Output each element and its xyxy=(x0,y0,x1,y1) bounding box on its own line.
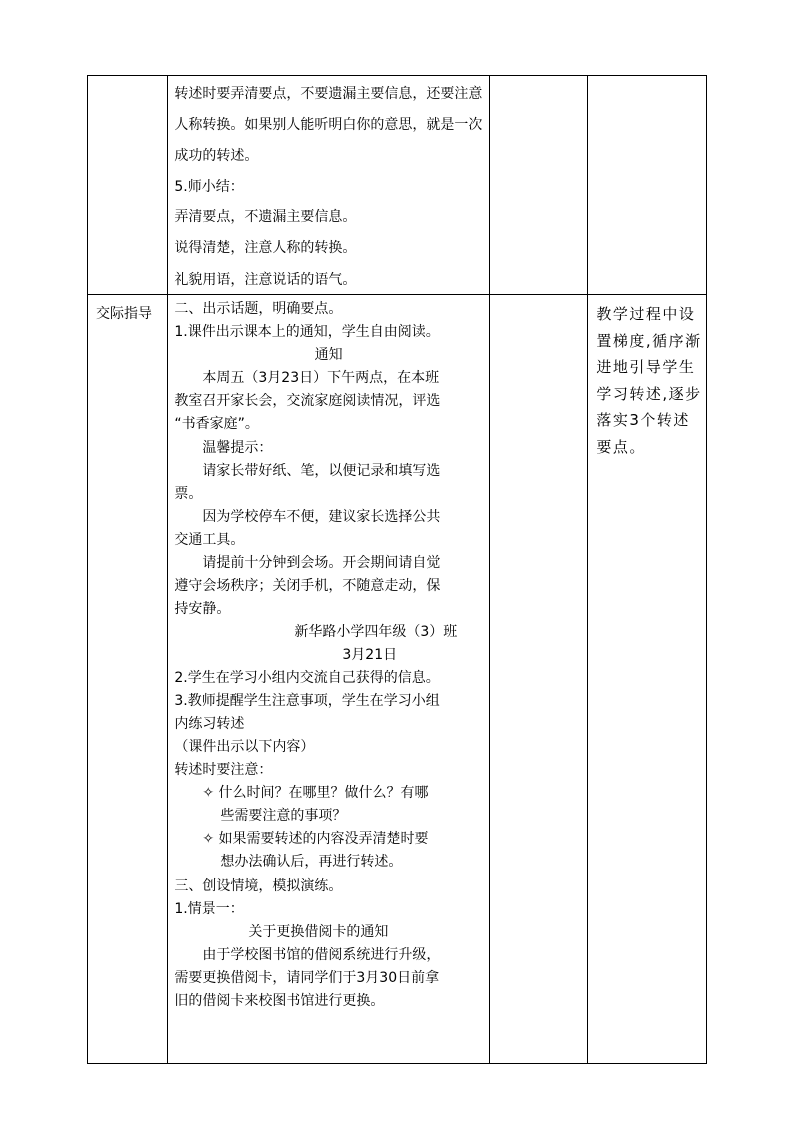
content-line: 内练习转述 xyxy=(174,716,245,732)
content-line: 三、创设情境，模拟演练。 xyxy=(174,878,343,894)
content-line: 转述时要注意： xyxy=(174,762,273,778)
bullet-item: ✧ 什么时间？在哪里？做什么？有哪 xyxy=(202,785,429,801)
content-line: 本周五（3月23日）下午两点，在本班 xyxy=(202,370,440,386)
bullet-continuation: 想办法确认后，再进行转述。 xyxy=(220,854,403,870)
row2-label-cell xyxy=(88,295,168,1064)
content-line: 5.师小结： xyxy=(174,179,244,195)
content-line: 需要更换借阅卡，请同学们于3月30日前拿 xyxy=(174,970,440,986)
section-label: 交际指导 xyxy=(96,306,152,322)
row2-note-cell xyxy=(588,295,707,1064)
content-line: 请家长带好纸、笔，以便记录和填写选 xyxy=(202,463,441,479)
content-line: 1.课件出示课本上的通知，学生自由阅读。 xyxy=(174,324,440,340)
content-line: 转述时要弄清要点，不要遗漏主要信息，还要注意 xyxy=(174,86,483,102)
notice-title: 通知 xyxy=(314,347,343,363)
content-line: 温馨提示： xyxy=(202,440,273,456)
content-line: 成功的转述。 xyxy=(174,148,259,164)
row2-content-cell xyxy=(168,295,490,1064)
content-line: 教室召开家长会，交流家庭阅读情况，评选 xyxy=(174,393,441,409)
content-line: 持安静。 xyxy=(174,601,231,617)
content-line: 1.情景一： xyxy=(174,901,244,917)
notice-signature: 新华路小学四年级（3）班 xyxy=(294,624,458,640)
row2-blank-cell xyxy=(489,295,587,1064)
bullet-item: ✧ 如果需要转述的内容没弄清楚时要 xyxy=(202,831,429,847)
content-line: 请提前十分钟到会场。开会期间请自觉 xyxy=(202,555,441,571)
content-line: 人称转换。如果别人能听明白你的意思，就是一次 xyxy=(174,117,483,133)
notice-date: 3月21日 xyxy=(342,647,398,663)
content-line: 交通工具。 xyxy=(174,532,245,548)
content-line: （课件出示以下内容） xyxy=(174,739,315,755)
row1-blank-cell xyxy=(489,76,587,295)
content-line: 由于学校图书馆的借阅系统进行升级， xyxy=(202,947,441,963)
content-line: 票。 xyxy=(174,486,203,502)
table-row xyxy=(88,76,707,295)
bullet-continuation: 些需要注意的事项？ xyxy=(220,808,347,824)
content-line: 遵守会场秩序；关闭手机，不随意走动，保 xyxy=(174,578,441,594)
content-line: 说得清楚，注意人称的转换。 xyxy=(174,240,357,256)
content-line: 二、出示话题，明确要点。 xyxy=(174,301,343,317)
content-line: 3.教师提醒学生注意事项，学生在学习小组 xyxy=(174,693,440,709)
notice-title: 关于更换借阅卡的通知 xyxy=(248,924,389,940)
content-line: 2.学生在学习小组内交流自己获得的信息。 xyxy=(174,670,440,686)
content-line: 旧的借阅卡来校图书馆进行更换。 xyxy=(174,993,385,1009)
content-line: 礼貌用语，注意说话的语气。 xyxy=(174,272,357,288)
table-row xyxy=(88,295,707,1064)
row1-label-cell xyxy=(88,76,168,295)
teaching-note: 教学过程中设置梯度,循序渐进地引导学生学习转述,逐步落实3个转述要点。 xyxy=(596,305,702,456)
lesson-plan-table xyxy=(87,75,707,1064)
content-line: 因为学校停车不便，建议家长选择公共 xyxy=(202,509,441,525)
content-line: 弄清要点，不遗漏主要信息。 xyxy=(174,209,357,225)
row1-note-cell xyxy=(588,76,707,295)
content-line: “书香家庭”。 xyxy=(174,416,259,432)
row1-content-cell xyxy=(168,76,490,295)
